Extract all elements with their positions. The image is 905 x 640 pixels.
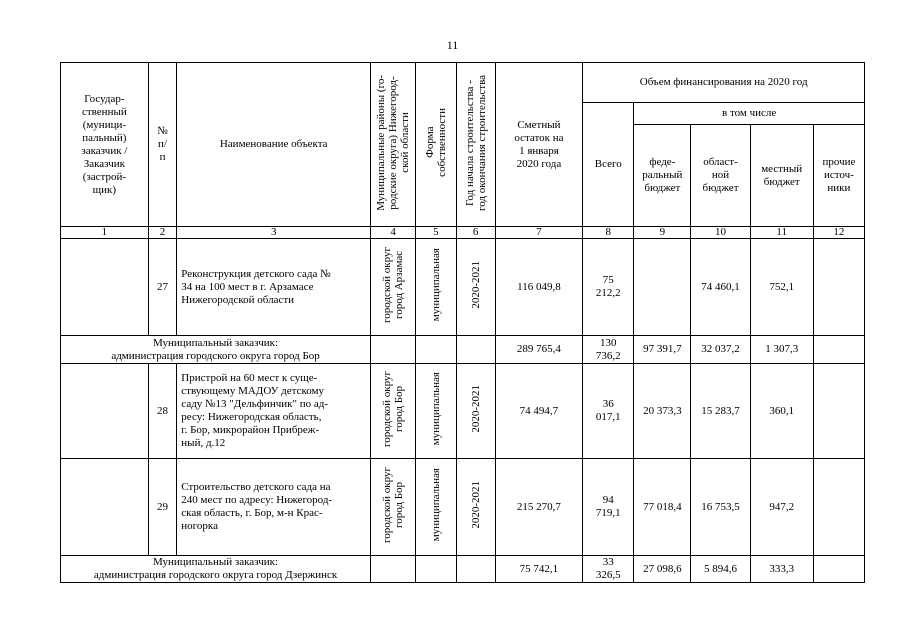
column-number: 3 bbox=[177, 227, 371, 239]
regional-value: 74 460,1 bbox=[691, 239, 750, 336]
column-number: 8 bbox=[583, 227, 634, 239]
ownership-cell bbox=[416, 459, 457, 556]
federal-value: 97 391,7 bbox=[634, 336, 691, 364]
local-value: 752,1 bbox=[750, 239, 813, 336]
object-name: Строительство детского сада на 240 мест по адресу: Нижегород- ская область, г. Бор, м-н Крас- ногорка bbox=[177, 459, 371, 556]
local-value: 1 307,3 bbox=[750, 336, 813, 364]
years: 2020-2021 bbox=[469, 385, 482, 433]
estimate-value: 116 049,8 bbox=[495, 239, 583, 336]
header-financing: Объем финансирования на 2020 год bbox=[583, 63, 865, 103]
regional-value: 32 037,2 bbox=[691, 336, 750, 364]
column-number: 5 bbox=[416, 227, 457, 239]
other-value bbox=[813, 556, 864, 583]
column-number: 1 bbox=[61, 227, 149, 239]
empty-cell bbox=[416, 556, 457, 583]
header-object-name: Наименование объекта bbox=[177, 63, 371, 227]
years-cell bbox=[456, 364, 495, 459]
years-cell bbox=[456, 239, 495, 336]
empty-cell bbox=[456, 336, 495, 364]
federal-value: 20 373,3 bbox=[634, 364, 691, 459]
page-number: 11 bbox=[446, 38, 459, 52]
table-row-customer bbox=[61, 336, 865, 364]
header-district-cell bbox=[371, 63, 416, 227]
column-number: 12 bbox=[813, 227, 864, 239]
column-number: 11 bbox=[750, 227, 813, 239]
customer-cell-empty bbox=[61, 459, 149, 556]
estimate-value: 74 494,7 bbox=[495, 364, 583, 459]
column-number: 9 bbox=[634, 227, 691, 239]
total-value: 75 212,2 bbox=[583, 239, 634, 336]
header-row-1 bbox=[61, 63, 865, 103]
total-value: 33 326,5 bbox=[583, 556, 634, 583]
header-ownership: Форма собственности bbox=[423, 108, 448, 177]
header-customer: Государ- ственный (муници- пальный) заказчик / Заказчик (застрой- щик) bbox=[61, 63, 149, 227]
header-other: прочие источ- ники bbox=[813, 125, 864, 227]
row-number: 29 bbox=[148, 459, 177, 556]
header-district: Муниципальные районы (го- родские округа) Нижегород- ской области bbox=[375, 74, 412, 211]
local-value: 947,2 bbox=[750, 459, 813, 556]
federal-value bbox=[634, 239, 691, 336]
empty-cell bbox=[371, 336, 416, 364]
column-number: 4 bbox=[371, 227, 416, 239]
regional-value: 5 894,6 bbox=[691, 556, 750, 583]
ownership: муниципальная bbox=[429, 468, 442, 542]
column-number: 7 bbox=[495, 227, 583, 239]
regional-value: 15 283,7 bbox=[691, 364, 750, 459]
ownership: муниципальная bbox=[429, 372, 442, 446]
table-row-object bbox=[61, 239, 865, 336]
ownership-cell bbox=[416, 239, 457, 336]
total-value: 130 736,2 bbox=[583, 336, 634, 364]
empty-cell bbox=[371, 556, 416, 583]
ownership: муниципальная bbox=[429, 248, 442, 322]
table-row-customer bbox=[61, 556, 865, 583]
financing-table bbox=[60, 62, 865, 583]
header-ownership-cell bbox=[416, 63, 457, 227]
estimate-value: 75 742,1 bbox=[495, 556, 583, 583]
total-value: 36 017,1 bbox=[583, 364, 634, 459]
other-value bbox=[813, 459, 864, 556]
federal-value: 77 018,4 bbox=[634, 459, 691, 556]
header-num: № п/ п bbox=[148, 63, 177, 227]
header-incl: в том числе bbox=[634, 103, 865, 125]
local-value: 333,3 bbox=[750, 556, 813, 583]
empty-cell bbox=[416, 336, 457, 364]
table-row-object bbox=[61, 364, 865, 459]
estimate-value: 289 765,4 bbox=[495, 336, 583, 364]
district: городской округ город Арзамас bbox=[381, 246, 406, 324]
customer-label: Муниципальный заказчик: администрация городского округа город Дзержинск bbox=[61, 556, 371, 583]
district: городской округ город Бор bbox=[381, 370, 406, 448]
header-years: Год начала строительства - год окончания строительства bbox=[463, 74, 488, 211]
column-number-row bbox=[61, 227, 865, 239]
column-number: 10 bbox=[691, 227, 750, 239]
row-number: 28 bbox=[148, 364, 177, 459]
object-name: Пристрой на 60 мест к суще- ствующему МАДОУ детскому саду №13 "Дельфинчик" по ад- ресу: Нижегородская область, г. Бор, микрорайон Прибреж- ный, д.12 bbox=[177, 364, 371, 459]
header-total: Всего bbox=[583, 103, 634, 227]
column-number: 6 bbox=[456, 227, 495, 239]
district-cell bbox=[371, 459, 416, 556]
header-estimate: Сметный остаток на 1 января 2020 года bbox=[495, 63, 583, 227]
estimate-value: 215 270,7 bbox=[495, 459, 583, 556]
header-years-cell bbox=[456, 63, 495, 227]
customer-cell-empty bbox=[61, 364, 149, 459]
header-local: местный бюджет bbox=[750, 125, 813, 227]
customer-label: Муниципальный заказчик: администрация городского округа город Бор bbox=[61, 336, 371, 364]
federal-value: 27 098,6 bbox=[634, 556, 691, 583]
other-value bbox=[813, 239, 864, 336]
ownership-cell bbox=[416, 364, 457, 459]
regional-value: 16 753,5 bbox=[691, 459, 750, 556]
local-value: 360,1 bbox=[750, 364, 813, 459]
empty-cell bbox=[456, 556, 495, 583]
table-row-object bbox=[61, 459, 865, 556]
column-number: 2 bbox=[148, 227, 177, 239]
years-cell bbox=[456, 459, 495, 556]
customer-cell-empty bbox=[61, 239, 149, 336]
row-number: 27 bbox=[148, 239, 177, 336]
years: 2020-2021 bbox=[469, 481, 482, 529]
other-value bbox=[813, 364, 864, 459]
object-name: Реконструкция детского сада № 34 на 100 мест в г. Арзамасе Нижегородской области bbox=[177, 239, 371, 336]
district-cell bbox=[371, 364, 416, 459]
other-value bbox=[813, 336, 864, 364]
district-cell bbox=[371, 239, 416, 336]
header-federal: феде- ральный бюджет bbox=[634, 125, 691, 227]
district: городской округ город Бор bbox=[381, 466, 406, 544]
total-value: 94 719,1 bbox=[583, 459, 634, 556]
header-regional: област- ной бюджет bbox=[691, 125, 750, 227]
years: 2020-2021 bbox=[469, 261, 482, 309]
